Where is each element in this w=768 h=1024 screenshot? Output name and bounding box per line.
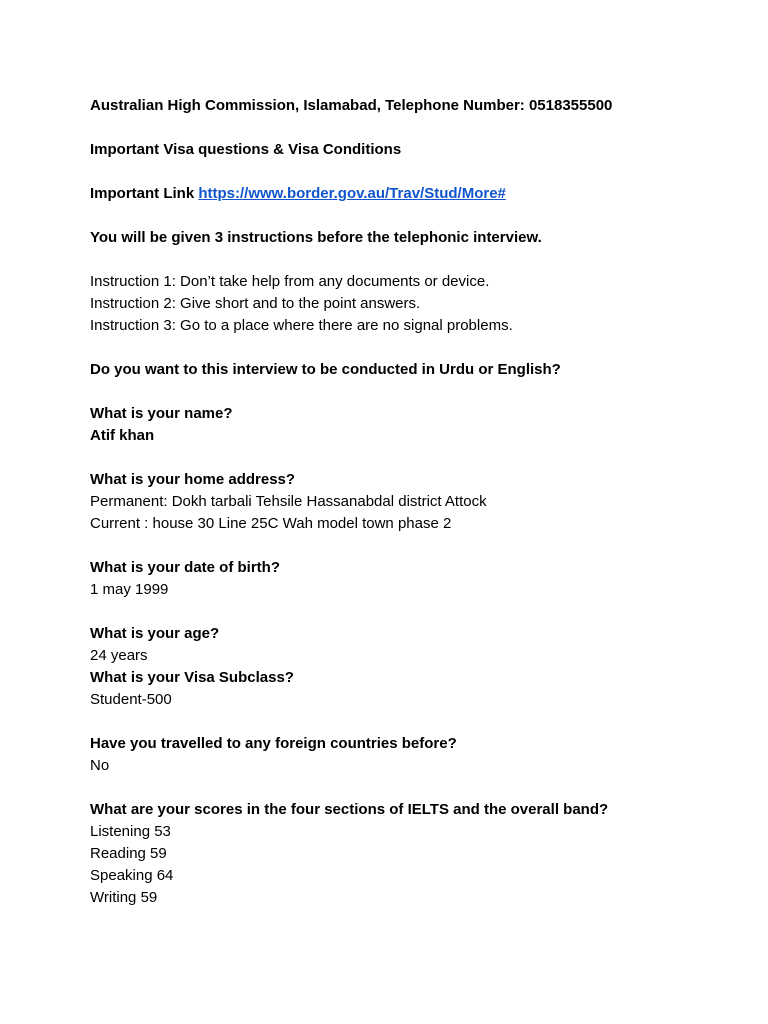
answer-age: 24 years	[90, 647, 148, 664]
instructions-intro: You will be given 3 instructions before the telephonic interview.	[90, 229, 542, 246]
document-subtitle: Important Visa questions & Visa Conditions	[90, 141, 402, 158]
instruction-item: Instruction 3: Go to a place where there are no signal problems.	[90, 317, 513, 334]
important-link-line	[90, 183, 730, 205]
ielts-score-item: Reading 59	[90, 845, 167, 862]
question-address: What is your home address?	[90, 471, 296, 488]
ielts-score-item: Listening 53	[90, 823, 171, 840]
question-language: Do you want to this interview to be conducted in Urdu or English?	[90, 361, 561, 378]
instruction-item: Instruction 2: Give short and to the point answers.	[90, 295, 421, 312]
answer-visa-subclass: Student-500	[90, 691, 172, 708]
answer-travel: No	[90, 757, 110, 774]
document-body	[90, 95, 730, 909]
instruction-item: Instruction 1: Don’t take help from any documents or device.	[90, 273, 490, 290]
answer-name: Atif khan	[90, 427, 155, 444]
border-gov-link[interactable]: https://www.border.gov.au/Trav/Stud/More#	[198, 185, 506, 202]
question-visa-subclass: What is your Visa Subclass?	[90, 669, 294, 686]
question-name: What is your name?	[90, 405, 233, 422]
answer-address-current: Current : house 30 Line 25C Wah model town phase 2	[90, 515, 452, 532]
question-dob: What is your date of birth?	[90, 559, 280, 576]
header-line: Australian High Commission, Islamabad, Telephone Number: 0518355500	[90, 97, 613, 114]
ielts-score-item: Writing 59	[90, 889, 158, 906]
answer-dob: 1 may 1999	[90, 581, 169, 598]
answer-address-permanent: Permanent: Dokh tarbali Tehsile Hassanabdal district Attock	[90, 493, 487, 510]
question-age: What is your age?	[90, 625, 220, 642]
important-link-label: Important Link	[90, 185, 195, 202]
ielts-score-item: Speaking 64	[90, 867, 174, 884]
question-travel: Have you travelled to any foreign countries before?	[90, 735, 457, 752]
question-ielts: What are your scores in the four sections of IELTS and the overall band?	[90, 801, 609, 818]
